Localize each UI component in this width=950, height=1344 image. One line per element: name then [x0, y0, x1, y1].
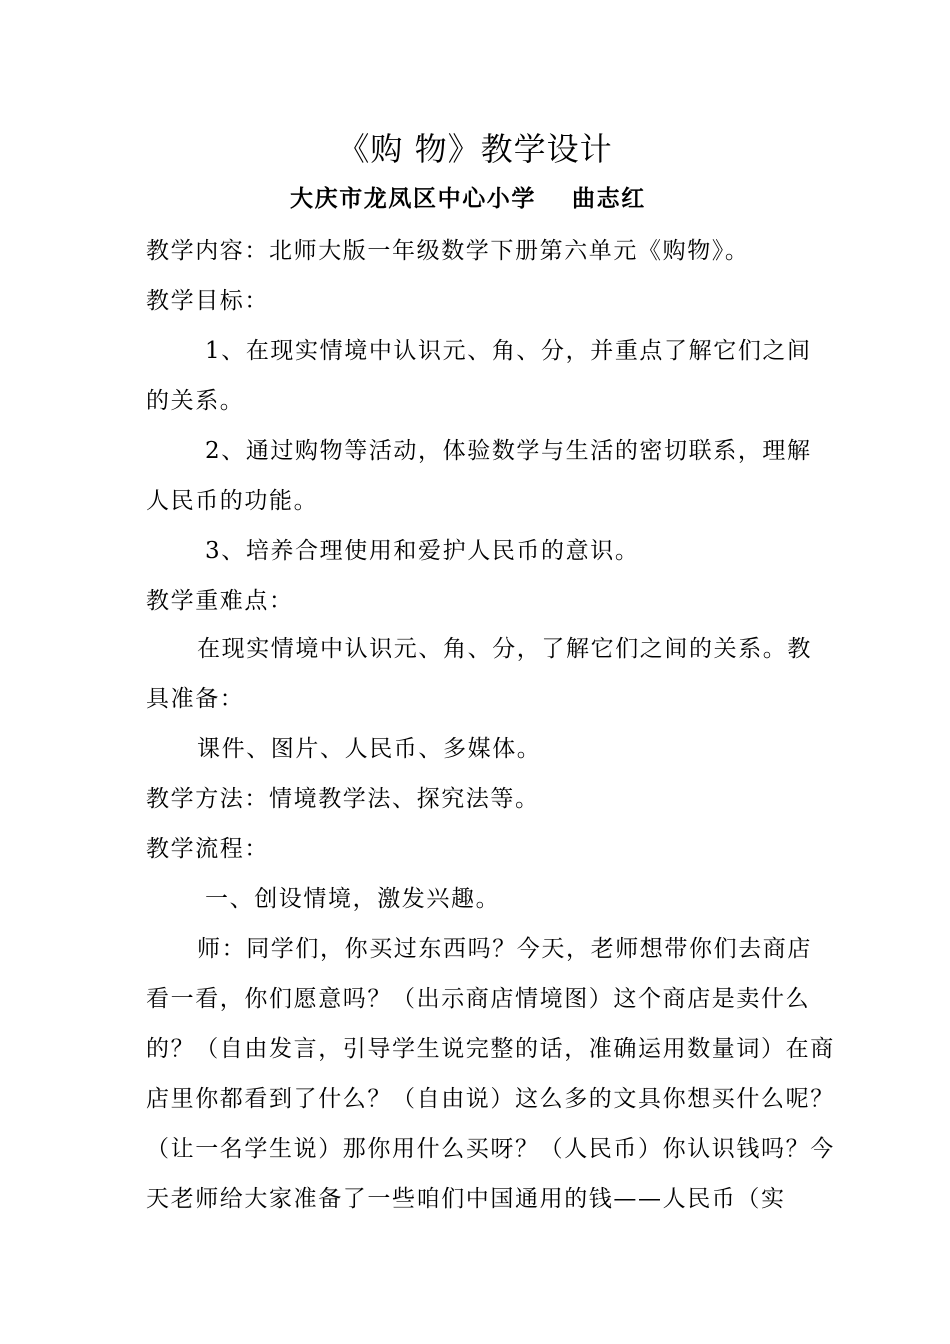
- text-line-goal-1: 1、在现实情境中认识元、角、分，并重点了解它们之间: [205, 338, 812, 364]
- text-line-body-3: 的？（自由发言，引导学生说完整的话，准确运用数量词）在商: [146, 1036, 835, 1062]
- text-line-goal-3: 3、培养合理使用和爱护人民币的意识。: [205, 538, 640, 564]
- document-title: 《购 物》教学设计: [337, 130, 613, 168]
- text-line-materials-heading: 具准备：: [146, 686, 245, 712]
- text-line-methods: 教学方法：情境教学法、探究法等。: [146, 786, 540, 812]
- text-line-body-5: （让一名学生说）那你用什么买呀？（人民币）你认识钱吗？今: [146, 1136, 835, 1162]
- text-line-process-heading: 教学流程：: [146, 836, 269, 862]
- text-line-goal-2: 2、通过购物等活动，体验数学与生活的密切联系，理解: [205, 438, 812, 464]
- text-line-section-1: 一、创设情境，激发兴趣。: [205, 886, 501, 912]
- text-line-body-2: 看一看，你们愿意吗？（出示商店情境图）这个商店是卖什么: [146, 986, 811, 1012]
- text-line-materials: 课件、图片、人民币、多媒体。: [197, 736, 542, 762]
- document-byline: [290, 184, 646, 214]
- text-line-goal-2-cont: 人民币的功能。: [146, 488, 319, 514]
- text-line-content: 教学内容：北师大版一年级数学下册第六单元《购物》。: [146, 238, 750, 264]
- text-line-goals-heading: 教学目标：: [146, 288, 269, 314]
- text-line-body-1: 师：同学们，你买过东西吗？今天，老师想带你们去商店: [197, 936, 812, 962]
- author-name: 曲志红: [572, 185, 646, 212]
- text-line-body-6: 天老师给大家准备了一些咱们中国通用的钱——人民币（实: [146, 1186, 786, 1212]
- text-line-body-4: 店里你都看到了什么？（自由说）这么多的文具你想买什么呢？: [146, 1086, 835, 1112]
- school-name: 大庆市龙凤区中心小学: [290, 185, 536, 212]
- text-line-key-points: 在现实情境中认识元、角、分，了解它们之间的关系。教: [197, 636, 812, 662]
- text-line-key-points-heading: 教学重难点：: [146, 588, 294, 614]
- text-line-goal-1-cont: 的关系。: [146, 388, 245, 414]
